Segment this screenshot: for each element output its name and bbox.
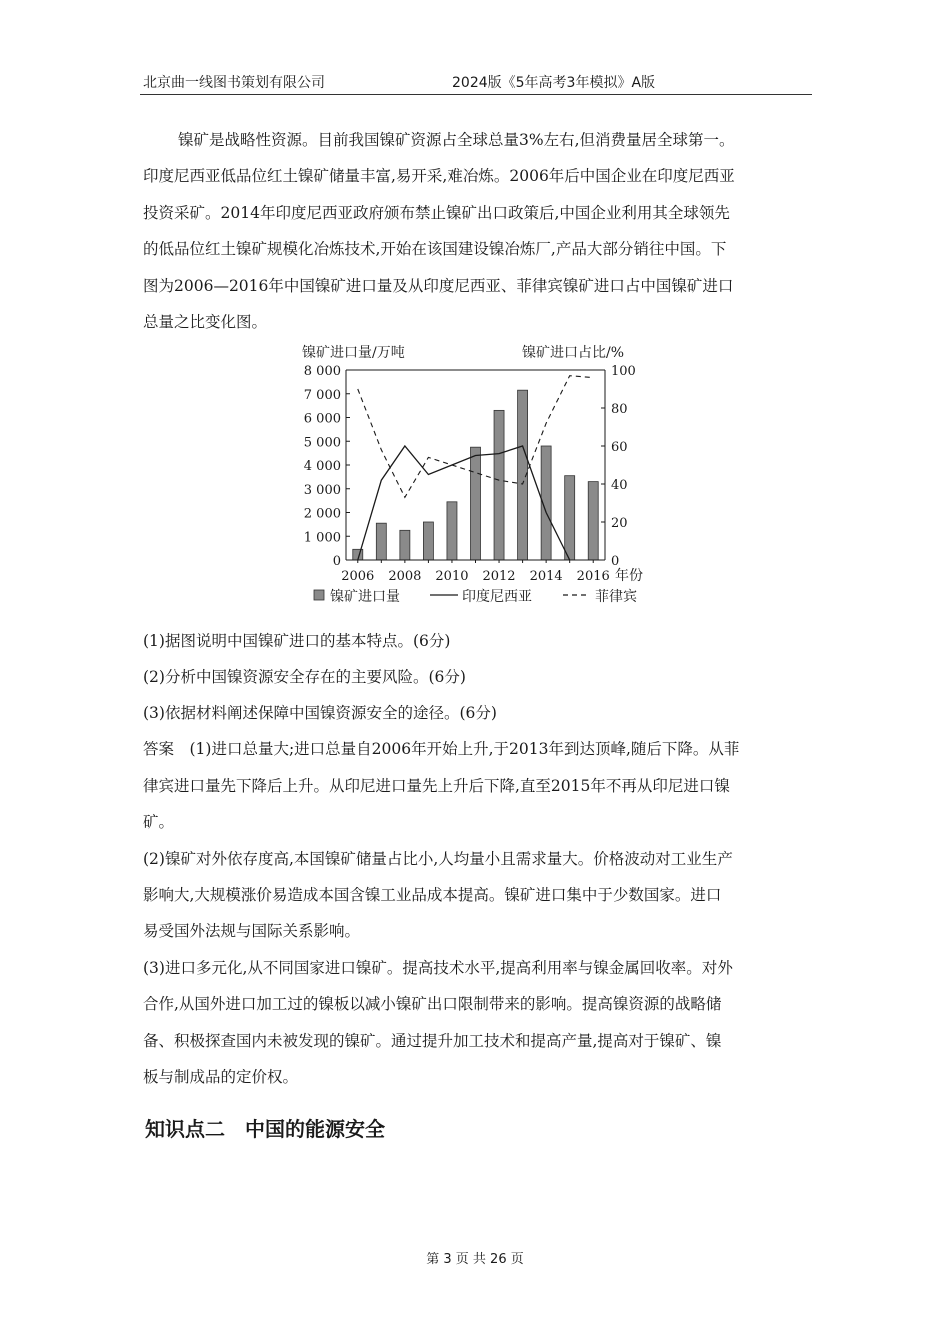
line-indonesia [358, 446, 570, 560]
legend-bar-label: 镍矿进口量 [330, 589, 400, 605]
answer-line: 板与制成品的定价权。 [143, 1068, 299, 1086]
intro-line: 总量之比变化图。 [143, 313, 268, 331]
left-tick-label: 8 000 [303, 364, 341, 379]
bar-2008 [400, 530, 410, 560]
right-tick-label: 80 [611, 402, 628, 417]
x-tick-label: 2016 [576, 569, 610, 584]
bar-2012 [494, 410, 504, 560]
x-unit-label: 年份 [615, 568, 643, 584]
answer-line: (3)进口多元化,从不同国家进口镍矿。提高技术水平,提高利用率与镍金属回收率。对外 [143, 959, 733, 977]
header-divider [140, 94, 812, 95]
right-tick-label: 20 [611, 516, 628, 531]
x-tick-label: 2010 [435, 569, 469, 584]
bar-2011 [471, 447, 481, 560]
header-book-title: 2024版《5年高考3年模拟》A版 [452, 75, 656, 91]
x-tick-label: 2006 [341, 569, 375, 584]
answer-line: 合作,从国外进口加工过的镍板以减小镍矿出口限制带来的影响。提高镍资源的战略储 [143, 995, 722, 1013]
answer-line: (2)镍矿对外依存度高,本国镍矿储量占比小,人均量小且需求量大。价格波动对工业生产 [143, 850, 733, 868]
left-tick-label: 6 000 [303, 411, 341, 427]
intro-line: 印度尼西亚低品位红土镍矿储量丰富,易开采,难冶炼。2006年后中国企业在印度尼西亚 [143, 167, 735, 185]
left-tick-label: 1 000 [303, 530, 341, 546]
answer-line: 影响大,大规模涨价易造成本国含镍工业品成本提高。镍矿进口集中于少数国家。进口 [143, 886, 722, 904]
bar-2016 [588, 482, 598, 560]
x-tick-label: 2008 [388, 569, 422, 584]
left-tick-label: 0 [332, 554, 341, 569]
header-publisher: 北京曲一线图书策划有限公司 [143, 75, 325, 91]
legend-indonesia-label: 印度尼西亚 [462, 589, 532, 605]
answer-line: 答案 (1)进口总量大;进口总量自2006年开始上升,于2013年到达顶峰,随后下降。从菲 [143, 740, 740, 758]
left-tick-label: 5 000 [303, 435, 341, 451]
bar-2015 [565, 476, 575, 560]
bar-2007 [376, 523, 386, 560]
legend-bar-swatch [314, 590, 324, 600]
intro-line: 镍矿是战略性资源。目前我国镍矿资源占全球总量3%左右,但消费量居全球第一。 [178, 131, 735, 149]
intro-line: 图为2006—2016年中国镍矿进口量及从印度尼西亚、菲律宾镍矿进口占中国镍矿进口 [143, 277, 734, 295]
bar-2009 [423, 522, 433, 560]
question-3: (3)依据材料阐述保障中国镍资源安全的途径。(6分) [143, 704, 497, 722]
right-tick-label: 0 [611, 554, 620, 569]
left-tick-label: 4 000 [303, 459, 341, 474]
x-tick-label: 2014 [529, 569, 563, 584]
intro-line: 的低品位红土镍矿规模化冶炼技术,开始在该国建设镍冶炼厂,产品大部分销往中国。下 [143, 240, 727, 258]
left-tick-label: 2 000 [303, 506, 341, 522]
bar-2010 [447, 502, 457, 560]
left-tick-label: 7 000 [303, 387, 341, 403]
section-title: 知识点二 中国的能源安全 [145, 1117, 385, 1141]
question-2: (2)分析中国镍资源安全存在的主要风险。(6分) [143, 668, 466, 686]
question-1: (1)据图说明中国镍矿进口的基本特点。(6分) [143, 632, 451, 650]
nickel-import-chart [290, 340, 680, 610]
left-tick-label: 3 000 [303, 482, 341, 498]
x-tick-label: 2012 [482, 569, 516, 584]
right-tick-label: 60 [611, 440, 628, 455]
answer-line: 备、积极探查国内未被发现的镍矿。通过提升加工技术和提高产量,提高对于镍矿、镍 [143, 1032, 722, 1050]
answer-line: 律宾进口量先下降后上升。从印尼进口量先上升后下降,直至2015年不再从印尼进口镍 [143, 777, 730, 795]
right-axis-label: 镍矿进口占比/% [522, 345, 625, 361]
legend-philippines-label: 菲律宾 [595, 589, 637, 605]
page-footer: 第 3 页 共 26 页 [426, 1252, 524, 1267]
intro-line: 投资采矿。2014年印度尼西亚政府颁布禁止镍矿出口政策后,中国企业利用其全球领先 [143, 204, 730, 222]
right-tick-label: 100 [611, 364, 636, 379]
answer-line: 矿。 [143, 813, 175, 831]
left-axis-label: 镍矿进口量/万吨 [302, 345, 405, 361]
right-tick-label: 40 [611, 478, 628, 493]
answer-line: 易受国外法规与国际关系影响。 [143, 922, 361, 940]
